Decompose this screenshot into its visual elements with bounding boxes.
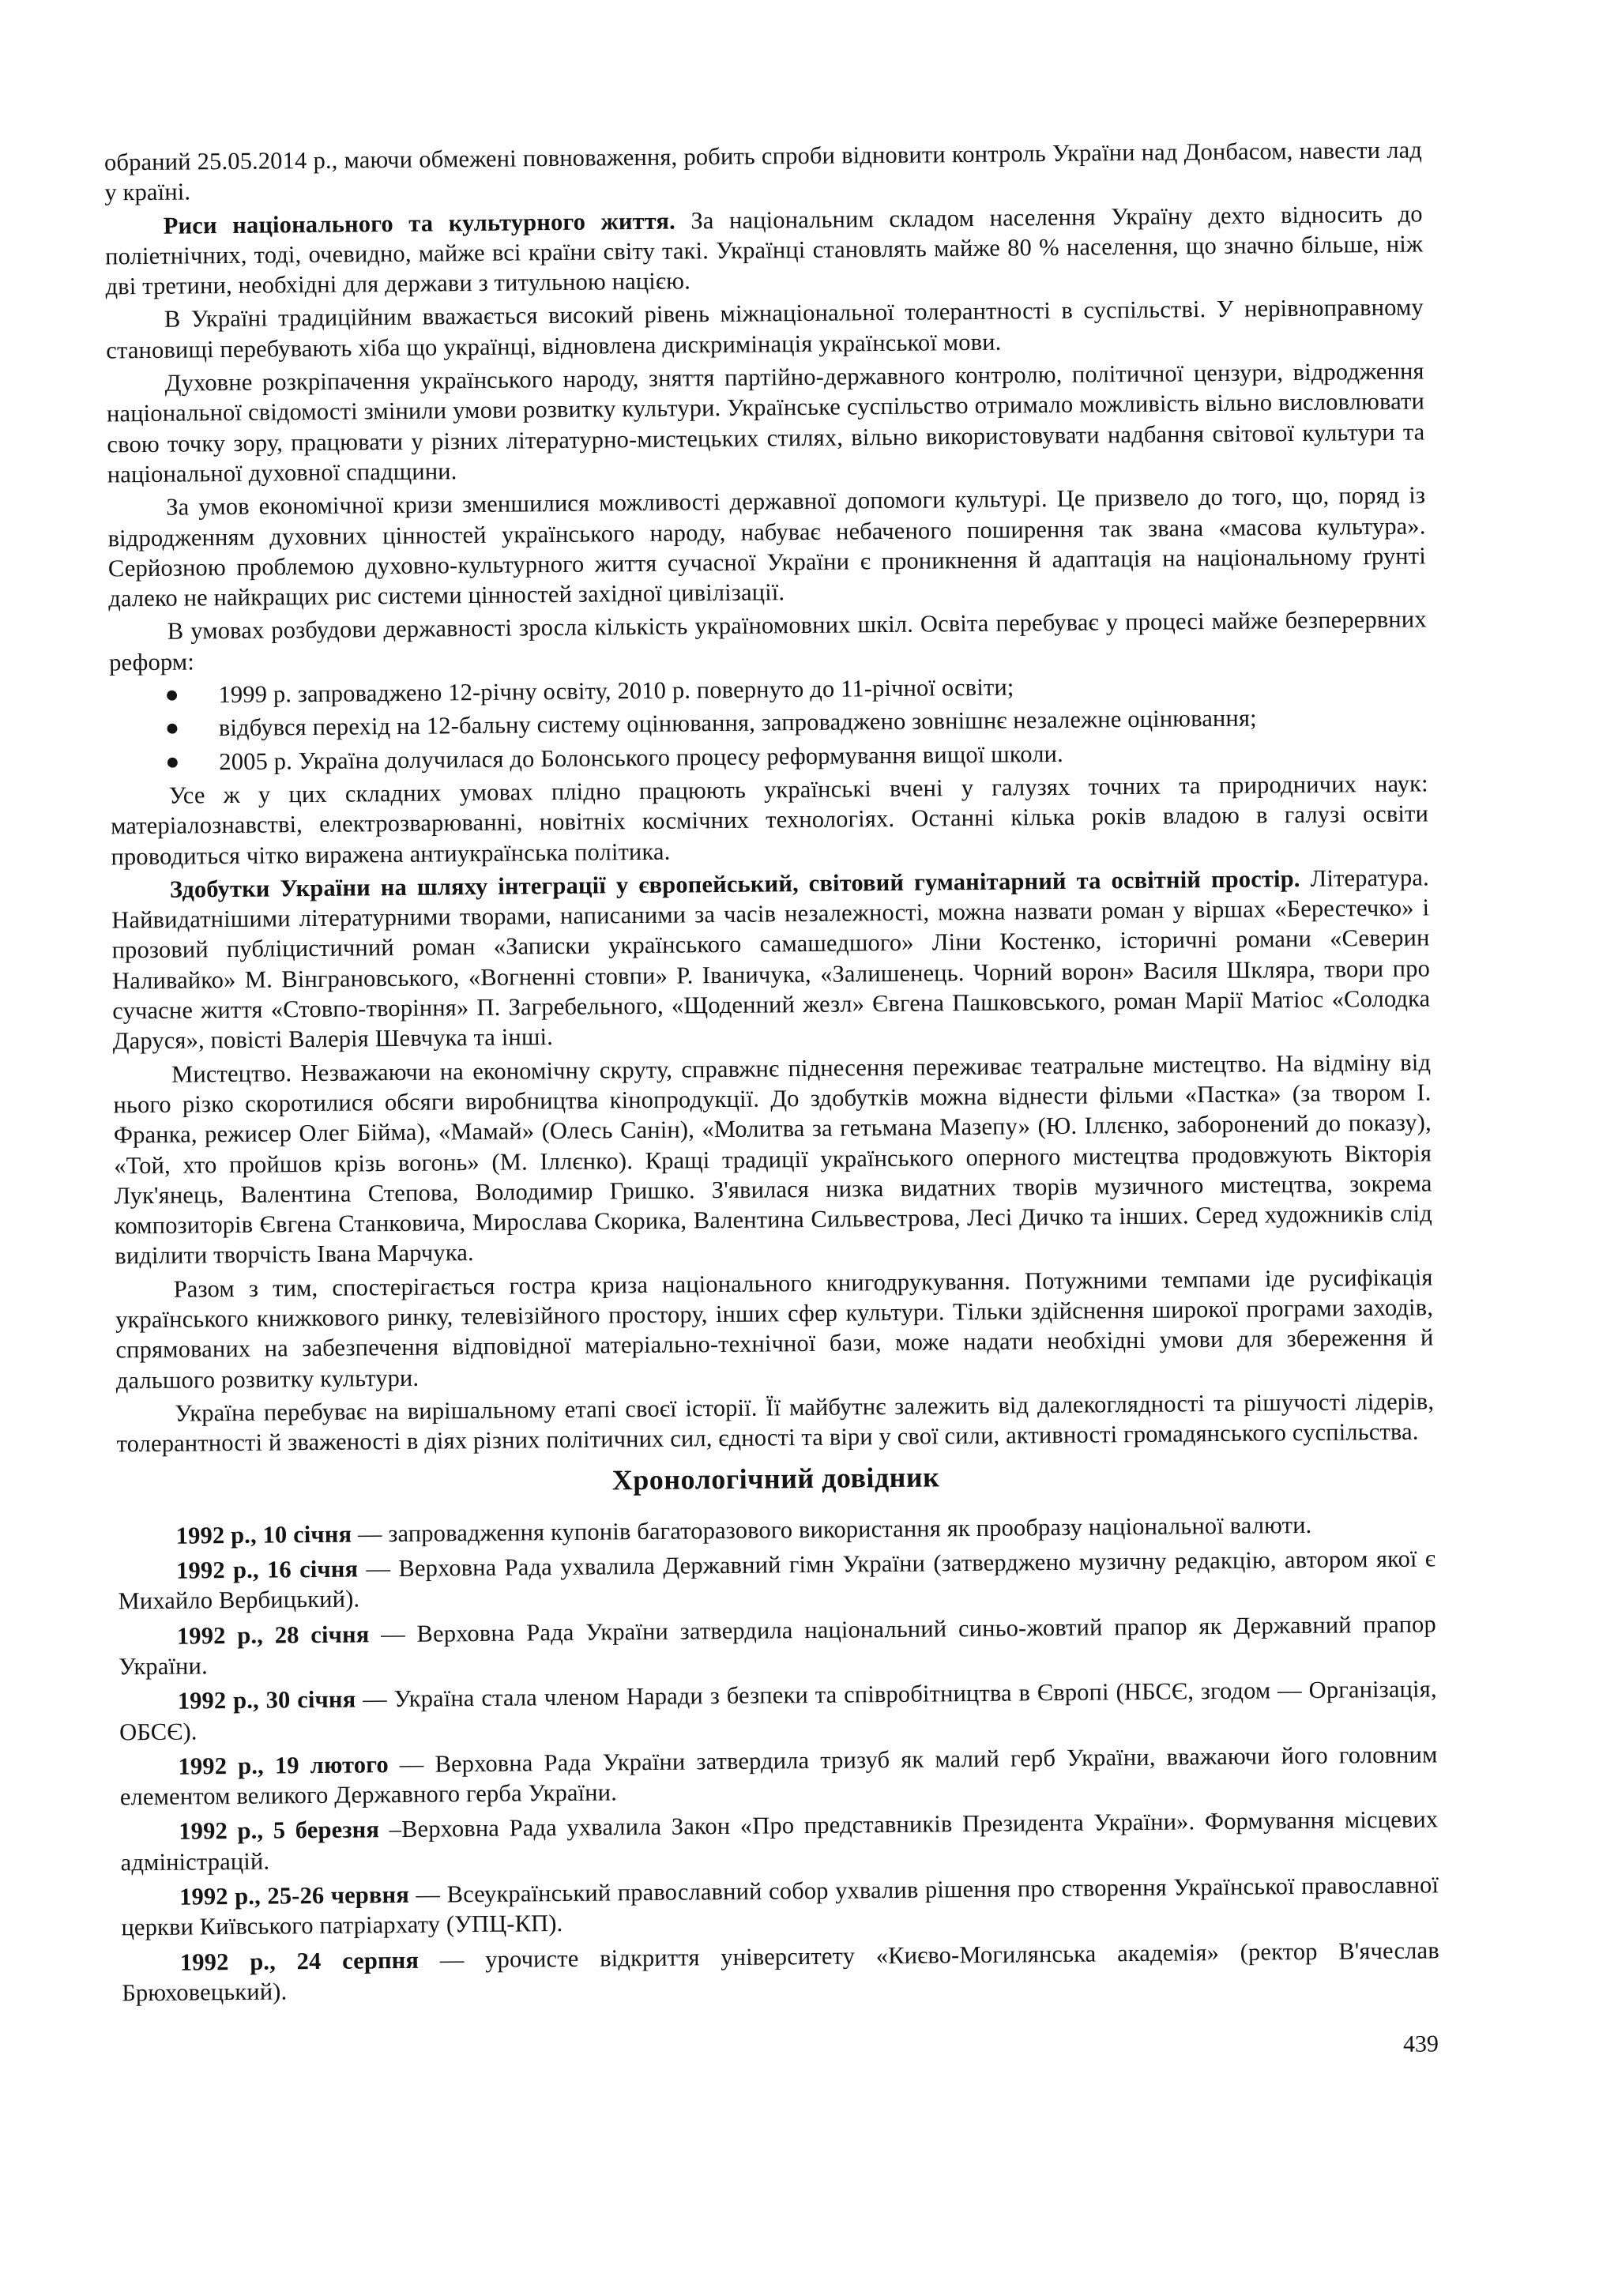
section-culture-heading: Риси національного та культурного життя. [163, 207, 676, 239]
paragraph: За умов економічної кризи зменшилися можливості державної допомоги культурі. Це призвело до того, що, поряд із відродженням духовних цінностей українського народу, набуває небаченого поширення так звана «масова культура». Серйозною проблемою духовно-культурного життя сучасної України є проникнення й адаптація на національному ґрунті далеко не найкращих рис системи цінностей західної цивілізації. [107, 481, 1427, 612]
paragraph: Україна перебуває на вирішальному етапі своєї історії. Її майбутнє залежить від далекоглядності та рішучості лідерів, толерантності й зваженості в діях різних політичних сил, єдності та віри у свої сили, активності громадянського суспільства. [116, 1387, 1435, 1458]
section-culture-text: За національним складом населення Україну дехто відносить до поліетнічних, тоді, очевидно, майже всі країни світу такі. Українці становлять майже 80 % населення, що значно більше, ніж дві третини, необхідні для держави з титульною нацією. [105, 200, 1424, 300]
paragraph: В Україні традиційним вважається високий рівень міжнаціональної толерантності в суспільстві. У нерівноправному становищі перебувають хіба що українці, відновлена дискримінація української мови. [106, 293, 1424, 364]
chronology-date: 1992 р., 25-26 червня [179, 1880, 410, 1910]
list-item: ● 1999 р. запроваджено 12-річну освіту, 2010 р. повернуто до 11-річної освіти; [109, 668, 1427, 711]
chronology-entry: 1992 р., 25-26 червня — Всеукраїнський православний собор ухвалив рішення про створення Української православної церкви Київського патріархату (УПЦ-КП). [121, 1871, 1439, 1941]
achievements-heading: Здобутки України на шляху інтеграції у європейський, світовий гуманітарний та освітній простір. [169, 864, 1300, 903]
list-item: ● 2005 р. Україна долучилася до Болонського процесу реформування вищої школи. [110, 735, 1428, 777]
chronology-date: 1992 р., 24 серпня [179, 1946, 420, 1976]
intro-continuation: обраний 25.05.2014 р., маючи обмежені повноваження, робить спроби відновити контроль України над Донбасом, навести лад у країні. [103, 136, 1423, 206]
chronology-entry: 1992 р., 30 січня — Україна стала членом Наради з безпеки та співробітництва в Європі (НБСЄ, згодом — Організація, ОБСЄ). [119, 1675, 1437, 1745]
chronology-date: 1992 р., 16 січня [175, 1555, 359, 1584]
chronology-date: 1992 р., 19 лютого [178, 1750, 389, 1780]
page-number: 439 [1402, 2031, 1439, 2057]
paragraph: В умовах розбудови державності зросла кількість україномовних шкіл. Освіта перебуває у процесі майже безперервних реформ: [108, 605, 1427, 676]
paragraph: Мистецтво. Незважаючи на економічну скруту, справжнє піднесення переживає театральне мистецтво. На відміну від нього різко скоротилися обсяги виробництва кінопродукції. До здобутків можна віднести фільми «Пастка» (за твором І. Франка, режисер Олег Бійма), «Мамай» (Олесь Санін), «Молитва за гетьмана Мазепу» (Ю. Іллєнко, заборонений до показу), «Той, хто пройшов крізь вогонь» (М. Іллєнко). Кращі традиції українського оперного мистецтва продовжують Вікторія Лук'янець, Валентина Степова, Володимир Гришко. З'явилася низка видатних творів музичного мистецтва, зокрема композиторів Євгена Станковича, Мирослава Скорика, Валентина Сильвестрова, Лесі Дичко та інших. Серед художників слід виділити творчість Івана Марчука. [113, 1048, 1433, 1270]
reforms-list [109, 668, 1428, 778]
chronology-entry: 1992 р., 28 січня — Верховна Рада України затвердила національний синьо-жовтий прапор як Державний прапор України. [119, 1610, 1437, 1681]
chronology-date: 1992 р., 10 січня [175, 1520, 352, 1549]
body-text [104, 134, 1440, 2008]
achievements-text: Література. Найвидатнішими літературними творами, написаними за часів незалежності, можна назвати роман у віршах «Берестечко» і прозовий публіцистичний роман «Записки українського самашедшого» Ліни Костенко, історичні романи «Северин Наливайко» М. Вінграновського, «Вогненні стовпи» Р. Іваничука, «Залишенець. Чорний ворон» Василя Шкляра, твори про сучасне життя «Стовпо-творіння» П. Загребельного, «Щоденний жезл» Євгена Пашковського, роман Марії Матіос «Солодка Даруся», повісті Валерія Шевчука та інші. [111, 864, 1431, 1055]
chronology-entry: 1992 р., 5 березня –Верховна Рада ухвалила Закон «Про представників Президента України». Формування місцевих адміністрацій. [120, 1805, 1439, 1876]
paragraph: Усе ж у цих складних умовах плідно працюють українські вчені у галузях точних та природничих наук: матеріалознавстві, електрозварюванні, новітніх космічних технологіях. Останні кілька років владою в галузі освіти проводиться чітко виражена антиукраїнська політика. [110, 770, 1429, 870]
chronology-title: Хронологічний довідник [611, 1461, 940, 1496]
achievements-paragraph [111, 862, 1431, 1056]
bullet-icon: ● [164, 714, 180, 742]
paragraph: Разом з тим, спостерігається гостра криза національного книгодрукування. Потужними темпами іде русифікація українського книжкового ринку, телевізійного простору, інших сфер культури. Тільки здійснення широкої програми заходів, спрямованих на забезпечення відповідної матеріально-технічної бази, може надати необхідні умови для збереження й дальшого розвитку культури. [115, 1263, 1434, 1395]
chronology-list [118, 1508, 1440, 2008]
chronology-entry: 1992 р., 24 серпня — урочисте відкриття університету «Києво-Могилянська академія» (ректор В'ячеслав Брюховецький). [122, 1937, 1439, 2007]
chronology-date: 1992 р., 5 березня [179, 1816, 380, 1846]
section-culture-paragraph [105, 198, 1424, 302]
list-item: ● відбувся перехід на 12-бальну систему оцінювання, запроваджено зовнішнє незалежне оцінювання; [110, 702, 1428, 744]
chronology-entry: 1992 р., 16 січня — Верховна Рада ухвалила Державний гімн України (затверджено музичну редакцію, автором якої є Михайло Вербицький). [118, 1545, 1436, 1615]
chronology-date: 1992 р., 28 січня [176, 1620, 370, 1650]
chronology-entry: 1992 р., 19 лютого — Верховна Рада України затвердила тризуб як малий герб України, вважаючи його головним елементом великого Державного герба України. [119, 1741, 1438, 1811]
bullet-icon: ● [165, 748, 180, 775]
paragraph: Духовне розкріпачення українського народу, зняття партійно-державного контролю, політичної цензури, відродження національної свідомості змінили умови розвитку культури. Українське суспільство отримало можливість вільно висловлювати свою точку зору, працювати у різних літературно-мистецьких стилях, вільно використовувати надбання світової культури та національної духовної спадщини. [106, 357, 1425, 488]
chronology-entry: 1992 р., 10 січня — запровадження купонів багаторазового використання як прообразу національної валюти. [175, 1511, 1312, 1549]
bullet-icon: ● [164, 681, 179, 708]
chronology-date: 1992 р., 30 січня [177, 1685, 356, 1714]
